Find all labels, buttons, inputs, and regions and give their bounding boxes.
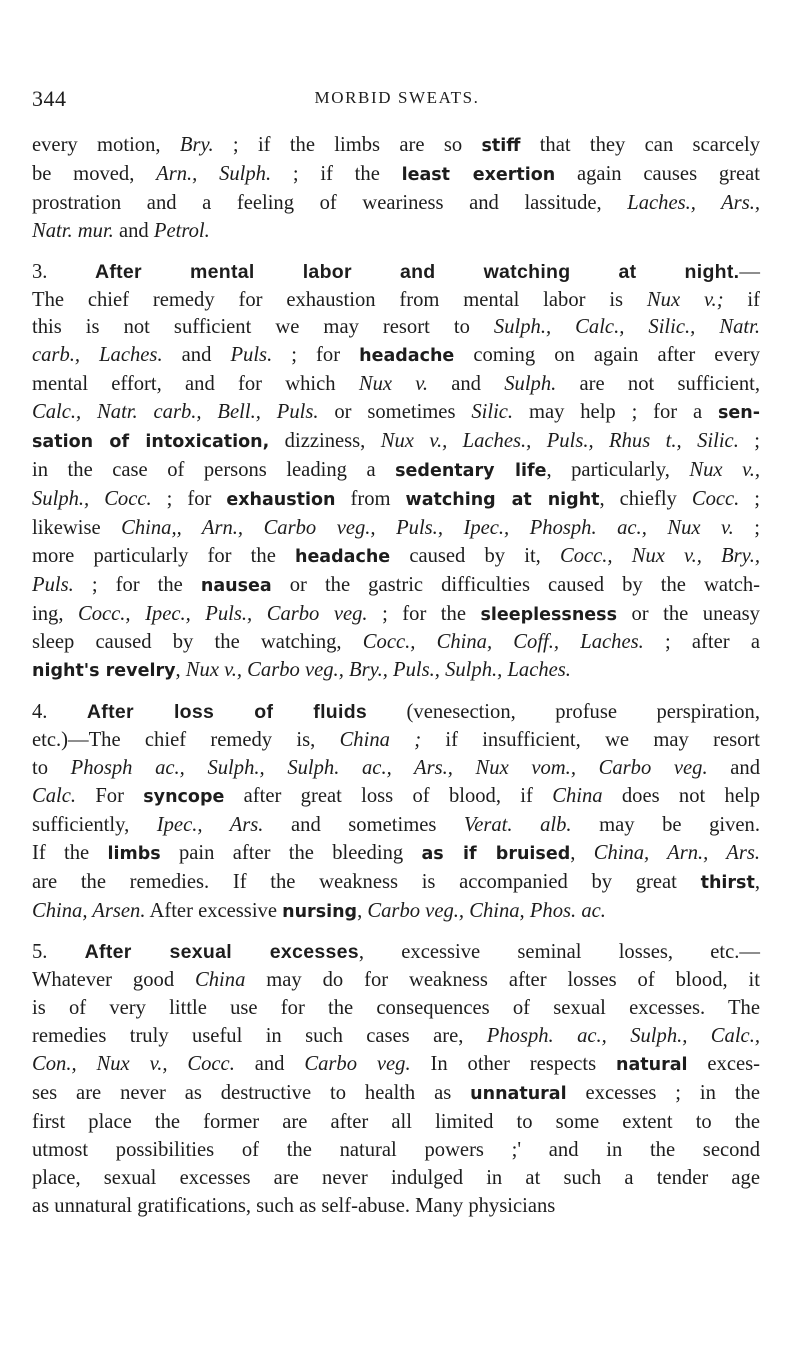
text-run: that they can scarcely [520,134,760,156]
page-header [32,86,762,116]
text-line [32,1023,760,1051]
paragraph-gap [32,686,760,699]
remedy-name: carb., Laches. [32,344,163,367]
text-run: is of very little use for the consequences of sexual excesses. The [32,997,760,1020]
remedy-name: China, Arn., Ars. [593,841,761,864]
remedy-name: Verat. alb. [463,813,572,836]
text-run: and [162,344,231,367]
emphasis: sation of intoxication, [32,432,270,453]
text-run: Whatever good [32,969,196,992]
page-number: 344 [32,86,67,111]
remedy-name: Nux v., Carbo veg., Bry., Puls., Sulph., Laches. [185,659,571,682]
text-run: coming on again after every [454,344,761,367]
text-run: , excessive seminal losses, etc.— [358,941,761,964]
emphasis: sedentary life [395,460,547,481]
text-line [32,657,760,686]
remedy-name: Con., Nux v., Cocc. [32,1053,235,1076]
text-run: For [76,784,144,807]
text-run: does not help [602,784,760,807]
text-run: ing, [32,602,78,625]
text-run: again causes great [555,162,760,185]
text-run: ; if the [271,162,402,185]
text-run: utmost possibilities of the natural powers ;' and in the second [32,1138,760,1161]
remedy-name: Sulph., Calc., Silic., Natr. [493,316,760,339]
text-run: ; for the [367,602,481,625]
remedy-name: Carbo veg. [304,1053,411,1076]
text-line [32,399,760,428]
text-line [32,812,760,840]
emphasis: sleeplessness [480,604,617,625]
text-run: After excessive [145,899,283,922]
text-line [32,259,760,287]
remedy-name: Nux v., Laches., Puls., Rhus t., Silic. [380,430,739,453]
remedy-name: Calc. [32,784,77,807]
text-line [32,755,760,783]
text-run: ; for [151,487,227,510]
text-run: ses are never as destructive to health as [32,1082,471,1104]
remedy-name: Cocc., China, Coff., Laches. [362,631,644,654]
text-run: , [570,841,594,864]
remedy-name: Sulph. [504,373,557,396]
text-run: If the [32,841,108,864]
text-run: are not sufficient, [556,373,760,396]
remedy-name: Sulph., Cocc. [32,487,152,510]
text-line [32,342,760,371]
text-line [32,1193,760,1221]
text-run: or the gastric difficulties caused by the watch- [271,573,760,596]
emphasis: natural [615,1055,688,1076]
emphasis: headache [359,346,455,367]
text-line [32,1051,760,1080]
text-line [32,727,760,755]
text-run: etc.)—The chief remedy is, [32,729,340,752]
emphasis: sen- [718,403,761,424]
text-line [32,515,760,543]
text-run: 5. [32,941,85,964]
text-run: remedies truly useful in such cases are, [32,1025,487,1048]
text-line [32,428,760,457]
remedy-name: Cocc., Nux v., Bry., [559,544,760,567]
remedy-name: Puls. [230,344,273,367]
remedy-name: Bry. [179,134,214,156]
text-run: may help ; for a [513,401,718,424]
section-heading: After loss of fluids [86,701,368,724]
text-run: after great loss of blood, if [224,784,553,807]
text-run: and [707,757,760,780]
text-run: ; if the limbs are so [213,134,482,156]
remedy-name: China,, Arn., Carbo veg., Puls., Ipec., Phosph. ac., Nux v. [121,516,734,539]
remedy-name: Nux v. [358,373,428,396]
text-run: every motion, [32,134,180,156]
text-run: , chiefly [599,487,692,510]
running-head: MORBID SWEATS. [314,88,480,107]
text-run: if insufficient, we may resort [421,729,760,752]
emphasis: unnatural [470,1084,567,1104]
remedy-name: Ipec., Ars. [156,813,264,836]
text-run: as unnatural gratifications, such as self-abuse. Many physicians [32,1194,556,1217]
remedy-name: Phosph. ac., Sulph., Calc., [486,1025,760,1048]
text-run: , [754,870,760,893]
remedy-name: Cocc. [691,487,740,510]
paragraph-gap [32,926,760,939]
text-run: (venesection, profuse perspiration, [367,701,760,724]
text-line [32,132,760,161]
emphasis: as if bruised [421,843,571,864]
text-run: may do for weakness after losses of blood, it [245,969,760,992]
text-run: to [32,757,71,780]
body-text [32,132,760,1221]
emphasis: headache [294,546,391,567]
text-line [32,840,760,869]
text-run: dizziness, [269,430,381,453]
text-run: ; after a [643,631,760,654]
emphasis: stiff [481,136,521,156]
text-run: and [234,1053,305,1076]
text-line [32,314,760,342]
remedy-name: Phosph ac., Sulph., Sulph. ac., Ars., Nux vom., Carbo veg. [70,757,708,780]
emphasis: limbs [107,843,161,864]
text-run: and [428,373,505,396]
emphasis: thirst [700,872,755,893]
text-run: in the case of persons leading a [32,458,396,481]
text-run: place, sexual excesses are never indulged in at such a tender age [32,1166,760,1189]
text-line [32,869,760,898]
remedy-name: China [552,784,603,807]
remedy-name: Carbo veg., China, Phos. ac. [367,899,606,922]
text-run: ; for [272,344,360,367]
text-run: be moved, [32,162,157,185]
text-run: this is not sufficient we may resort to [32,316,494,339]
emphasis: watching at night [405,489,600,510]
text-run: , particularly, [546,458,690,481]
text-run: more particularly for the [32,544,295,567]
text-run: pain after the bleeding [160,841,422,864]
text-run: and [113,219,154,242]
remedy-name: Laches., Ars., [627,191,761,214]
text-run: , [175,659,186,682]
text-line [32,898,760,927]
emphasis: least exertion [401,164,556,185]
text-run: exces- [687,1053,760,1076]
text-line [32,995,760,1023]
text-line [32,601,760,630]
text-line [32,371,760,399]
text-line [32,967,760,995]
text-line [32,699,760,727]
paragraph-gap [32,246,760,259]
remedy-name: China, Arsen. [32,899,146,922]
text-line [32,457,760,486]
text-line [32,190,760,218]
text-line [32,218,760,246]
text-run: 3. [32,260,95,283]
text-run: In other respects [410,1053,616,1076]
text-line [32,543,760,572]
text-run: ; [738,430,761,453]
text-run: ; [739,487,761,510]
remedy-name: China [195,969,246,992]
text-run: likewise [32,516,122,539]
text-line [32,287,760,315]
text-run: — [739,260,760,283]
text-line [32,161,760,190]
remedy-name: Calc., Natr. carb., Bell., Puls. [32,401,319,424]
text-run: The chief remedy for exhaustion from mental labor is [32,288,647,311]
remedy-name: Nux v.; [646,288,724,311]
text-run: ; [733,516,760,539]
text-line [32,1080,760,1109]
remedy-name: Silic. [471,401,514,424]
text-run: first place the former are after all limited to some extent to the [32,1110,760,1133]
text-run: caused by it, [390,544,560,567]
text-run: from [335,487,406,510]
text-line [32,1137,760,1165]
remedy-name: China ; [339,729,422,752]
remedy-name: Puls. [32,573,74,596]
remedy-name: Nux v., [689,458,761,481]
remedy-name: Natr. mur. [32,219,114,242]
emphasis: night's revelry [32,661,176,682]
text-line [32,939,760,967]
text-line [32,572,760,601]
emphasis: exhaustion [226,489,336,510]
text-run: may be given. [571,813,761,836]
remedy-name: Arn., Sulph. [156,162,272,185]
remedy-name: Petrol. [153,219,210,242]
text-run: prostration and a feeling of weariness and lassitude, [32,191,628,214]
text-line [32,486,760,515]
text-run: or the uneasy [617,602,760,625]
text-run: or sometimes [318,401,472,424]
emphasis: nausea [200,575,272,596]
emphasis: syncope [143,786,225,807]
text-run: sufficiently, [32,813,157,836]
text-run: and sometimes [263,813,464,836]
text-line [32,1165,760,1193]
remedy-name: Cocc., Ipec., Puls., Carbo veg. [77,602,368,625]
text-run: ; for the [73,573,201,596]
section-heading: After mental labor and watching at night. [94,260,740,283]
section-heading: After sexual excesses [84,941,359,964]
text-run: sleep caused by the watching, [32,631,363,654]
text-run: if [723,288,760,311]
emphasis: nursing [282,901,358,922]
text-run: , [357,899,368,922]
text-line [32,629,760,657]
text-run: mental effort, and for which [32,373,359,396]
text-line [32,783,760,812]
text-run: excesses ; in the [566,1082,760,1104]
text-run: 4. [32,701,87,724]
text-line [32,1109,760,1137]
text-run: are the remedies. If the weakness is accompanied by great [32,870,701,893]
